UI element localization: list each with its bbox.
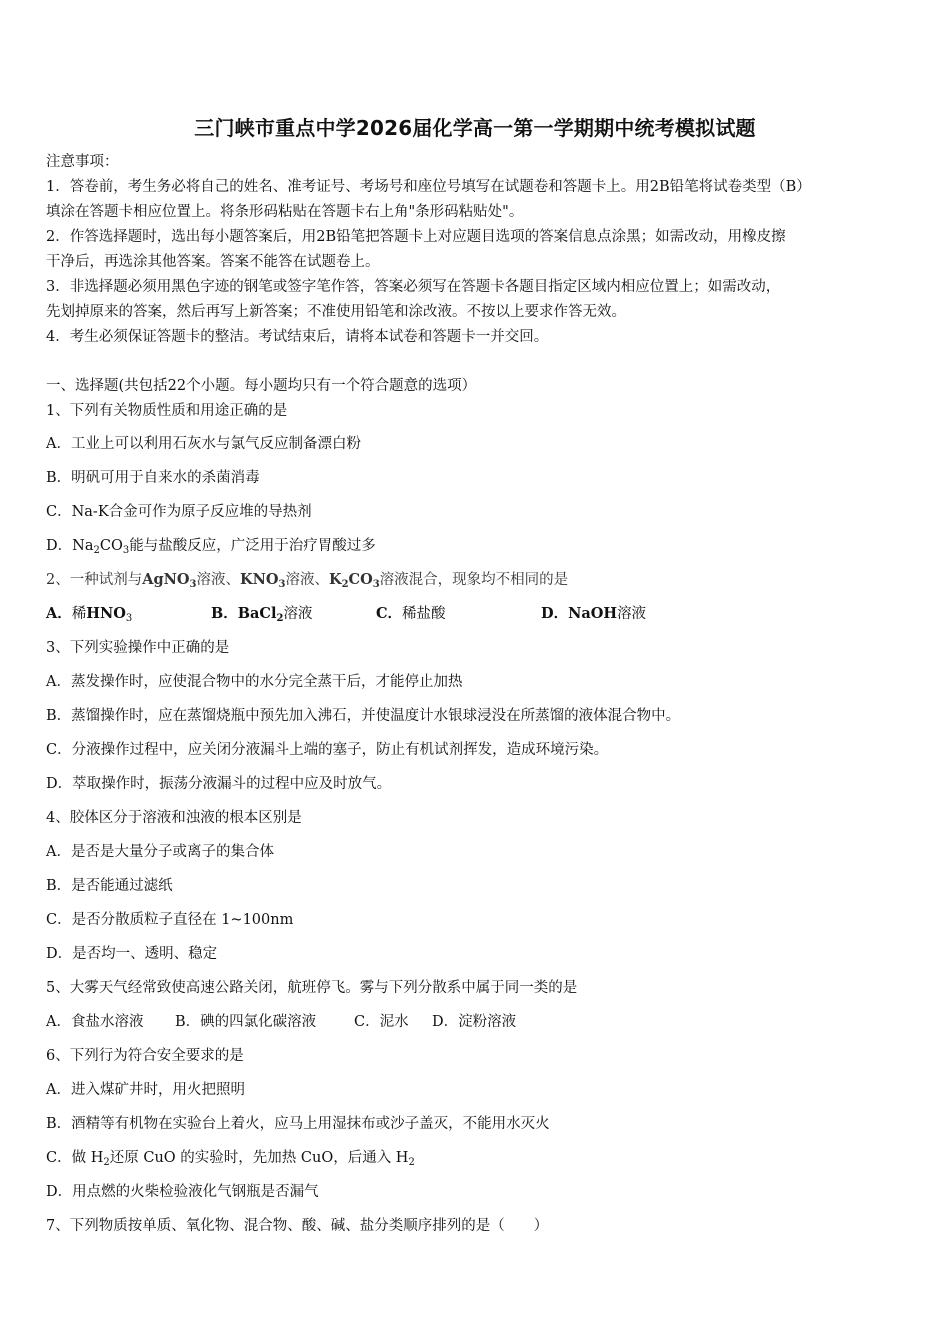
question-5-options: [46, 1012, 606, 1034]
question-4-option-c: C．是否分散质粒子直径在 1~100nm: [46, 912, 294, 928]
question-2-option-a: [46, 604, 132, 624]
question-6-option-c: [46, 1148, 415, 1168]
q2-chem: AgNO: [142, 571, 190, 588]
notice-line: 3．非选择题必须用黑色字迹的钢笔或签字笔作答，答案必须写在答题卡各题目指定区域内相应位置上；如需改动，: [46, 279, 781, 295]
option-label: C．: [376, 605, 403, 622]
notice-line: 2．作答选择题时，选出每小题答案后，用2B铅笔把答题卡上对应题目选项的答案信息点涂黑；如需改动，用橡皮擦: [46, 229, 786, 245]
question-5-option-b: B．碘的四氯化碳溶液: [175, 1014, 317, 1030]
notice-line: 先划掉原来的答案，然后再写上新答案；不准使用铅笔和涂改液。不按以上要求作答无效。: [46, 304, 626, 320]
notice-line: 1．答卷前，考生务必将自己的姓名、准考证号、考场号和座位号填写在试题卷和答题卡上。用2B铅笔将试卷类型（B）: [46, 179, 811, 195]
q6-c-sub: 2: [408, 1157, 415, 1168]
section-heading: 一、选择题(共包括22个小题。每小题均只有一个符合题意的选项）: [46, 378, 477, 394]
question-7-stem: 7、下列物质按单质、氧化物、混合物、酸、碱、盐分类顺序排列的是（ ）: [46, 1218, 549, 1234]
q6-c-sub: 2: [103, 1157, 110, 1168]
q2-chem: KNO: [239, 571, 279, 588]
exam-title: 三门峡市重点中学2026届化学高一第一学期期中统考模拟试题: [194, 116, 756, 140]
q6-c-text: 还原 CuO 的实验时，先加热 CuO，后通入 H: [109, 1150, 409, 1166]
q2-sub: 3: [372, 579, 380, 590]
question-2-options: [46, 604, 746, 626]
notice-heading: 注意事项：: [46, 154, 119, 170]
question-2-option-b: [211, 604, 312, 624]
question-1-option-a: A．工业上可以利用石灰水与氯气反应制备漂白粉: [46, 436, 361, 452]
option-text: 稀: [71, 606, 87, 622]
option-label: D．: [541, 605, 569, 622]
q2-stem-text: 溶液、: [285, 572, 329, 588]
question-1-option-b: B．明矾可用于自来水的杀菌消毒: [46, 470, 260, 486]
question-3-option-c: C．分液操作过程中，应关闭分液漏斗上端的塞子，防止有机试剂挥发，造成环境污染。: [46, 742, 609, 758]
question-1-option-d: [46, 536, 376, 556]
q2-chem: CO: [348, 571, 373, 588]
option-chem: NaOH: [568, 605, 618, 622]
option-label: A．: [46, 605, 72, 622]
question-2-stem: [46, 570, 568, 590]
q2-sub: 3: [278, 579, 286, 590]
notice-line: 干净后，再选涂其他答案。答案不能答在试题卷上。: [46, 254, 380, 270]
question-4-stem: 4、胶体区分于溶液和浊液的根本区别是: [46, 810, 302, 826]
question-3-option-a: A．蒸发操作时，应使混合物中的水分完全蒸干后，才能停止加热: [46, 674, 463, 690]
option-sub: 3: [125, 613, 133, 624]
question-2-option-d: [541, 604, 646, 624]
question-4-option-a: A．是否是大量分子或离子的集合体: [46, 844, 274, 860]
question-6-option-a: A．进入煤矿井时，用火把照明: [46, 1082, 245, 1098]
notice-line: 4．考生必须保证答题卡的整洁。考试结束后，请将本试卷和答题卡一并交回。: [46, 329, 549, 345]
q2-stem-text: 2、一种试剂与: [46, 572, 143, 588]
question-2-option-c: [376, 604, 446, 624]
q1-d-text: CO: [99, 538, 123, 554]
question-5-stem: 5、大雾天气经常致使高速公路关闭，航班停飞。雾与下列分散系中属于同一类的是: [46, 980, 578, 996]
q1-d-text: D．Na: [46, 538, 94, 554]
question-5-option-c: C．泥水: [354, 1014, 409, 1030]
question-3-option-d: D．萃取操作时，振荡分液漏斗的过程中应及时放气。: [46, 776, 392, 792]
q1-d-text: 能与盐酸反应，广泛用于治疗胃酸过多: [129, 538, 376, 554]
q2-sub: 2: [341, 579, 349, 590]
option-text: 溶液: [617, 606, 647, 622]
question-6-option-d: D．用点燃的火柴检验液化气钢瓶是否漏气: [46, 1184, 319, 1200]
notice-line: 填涂在答题卡相应位置上。将条形码粘贴在答题卡右上角"条形码粘贴处"。: [46, 204, 524, 220]
q1-d-sub: 2: [93, 545, 100, 556]
question-3-stem: 3、下列实验操作中正确的是: [46, 640, 230, 656]
q2-sub: 3: [189, 579, 197, 590]
q2-stem-text: 溶液混合，现象均不相同的是: [379, 572, 569, 588]
question-4-option-b: B．是否能通过滤纸: [46, 878, 173, 894]
question-1-stem: 1、下列有关物质性质和用途正确的是: [46, 403, 288, 419]
question-1-option-c: C．Na-K合金可作为原子反应堆的导热剂: [46, 504, 312, 520]
option-text: 稀盐酸: [402, 606, 446, 622]
q1-d-sub: 3: [122, 545, 130, 556]
q6-c-text: C．做 H: [46, 1150, 104, 1166]
q2-chem: K: [328, 571, 342, 588]
question-5-option-d: D．淀粉溶液: [432, 1014, 517, 1030]
question-3-option-b: B．蒸馏操作时，应在蒸馏烧瓶中预先加入沸石，并使温度计水银球浸没在所蒸馏的液体混合物中。: [46, 708, 681, 724]
question-6-option-b: B．酒精等有机物在实验台上着火，应马上用湿抹布或沙子盖灭，不能用水灭火: [46, 1116, 550, 1132]
option-chem: BaCl: [237, 605, 277, 622]
option-sub: 2: [276, 613, 284, 624]
q2-stem-text: 溶液、: [196, 572, 240, 588]
option-chem: HNO: [86, 605, 126, 622]
option-label: B．: [211, 605, 238, 622]
option-text: 溶液: [283, 606, 313, 622]
question-4-option-d: D．是否均一、透明、稳定: [46, 946, 218, 962]
question-5-option-a: A．食盐水溶液: [46, 1014, 144, 1030]
question-6-stem: 6、下列行为符合安全要求的是: [46, 1048, 244, 1064]
